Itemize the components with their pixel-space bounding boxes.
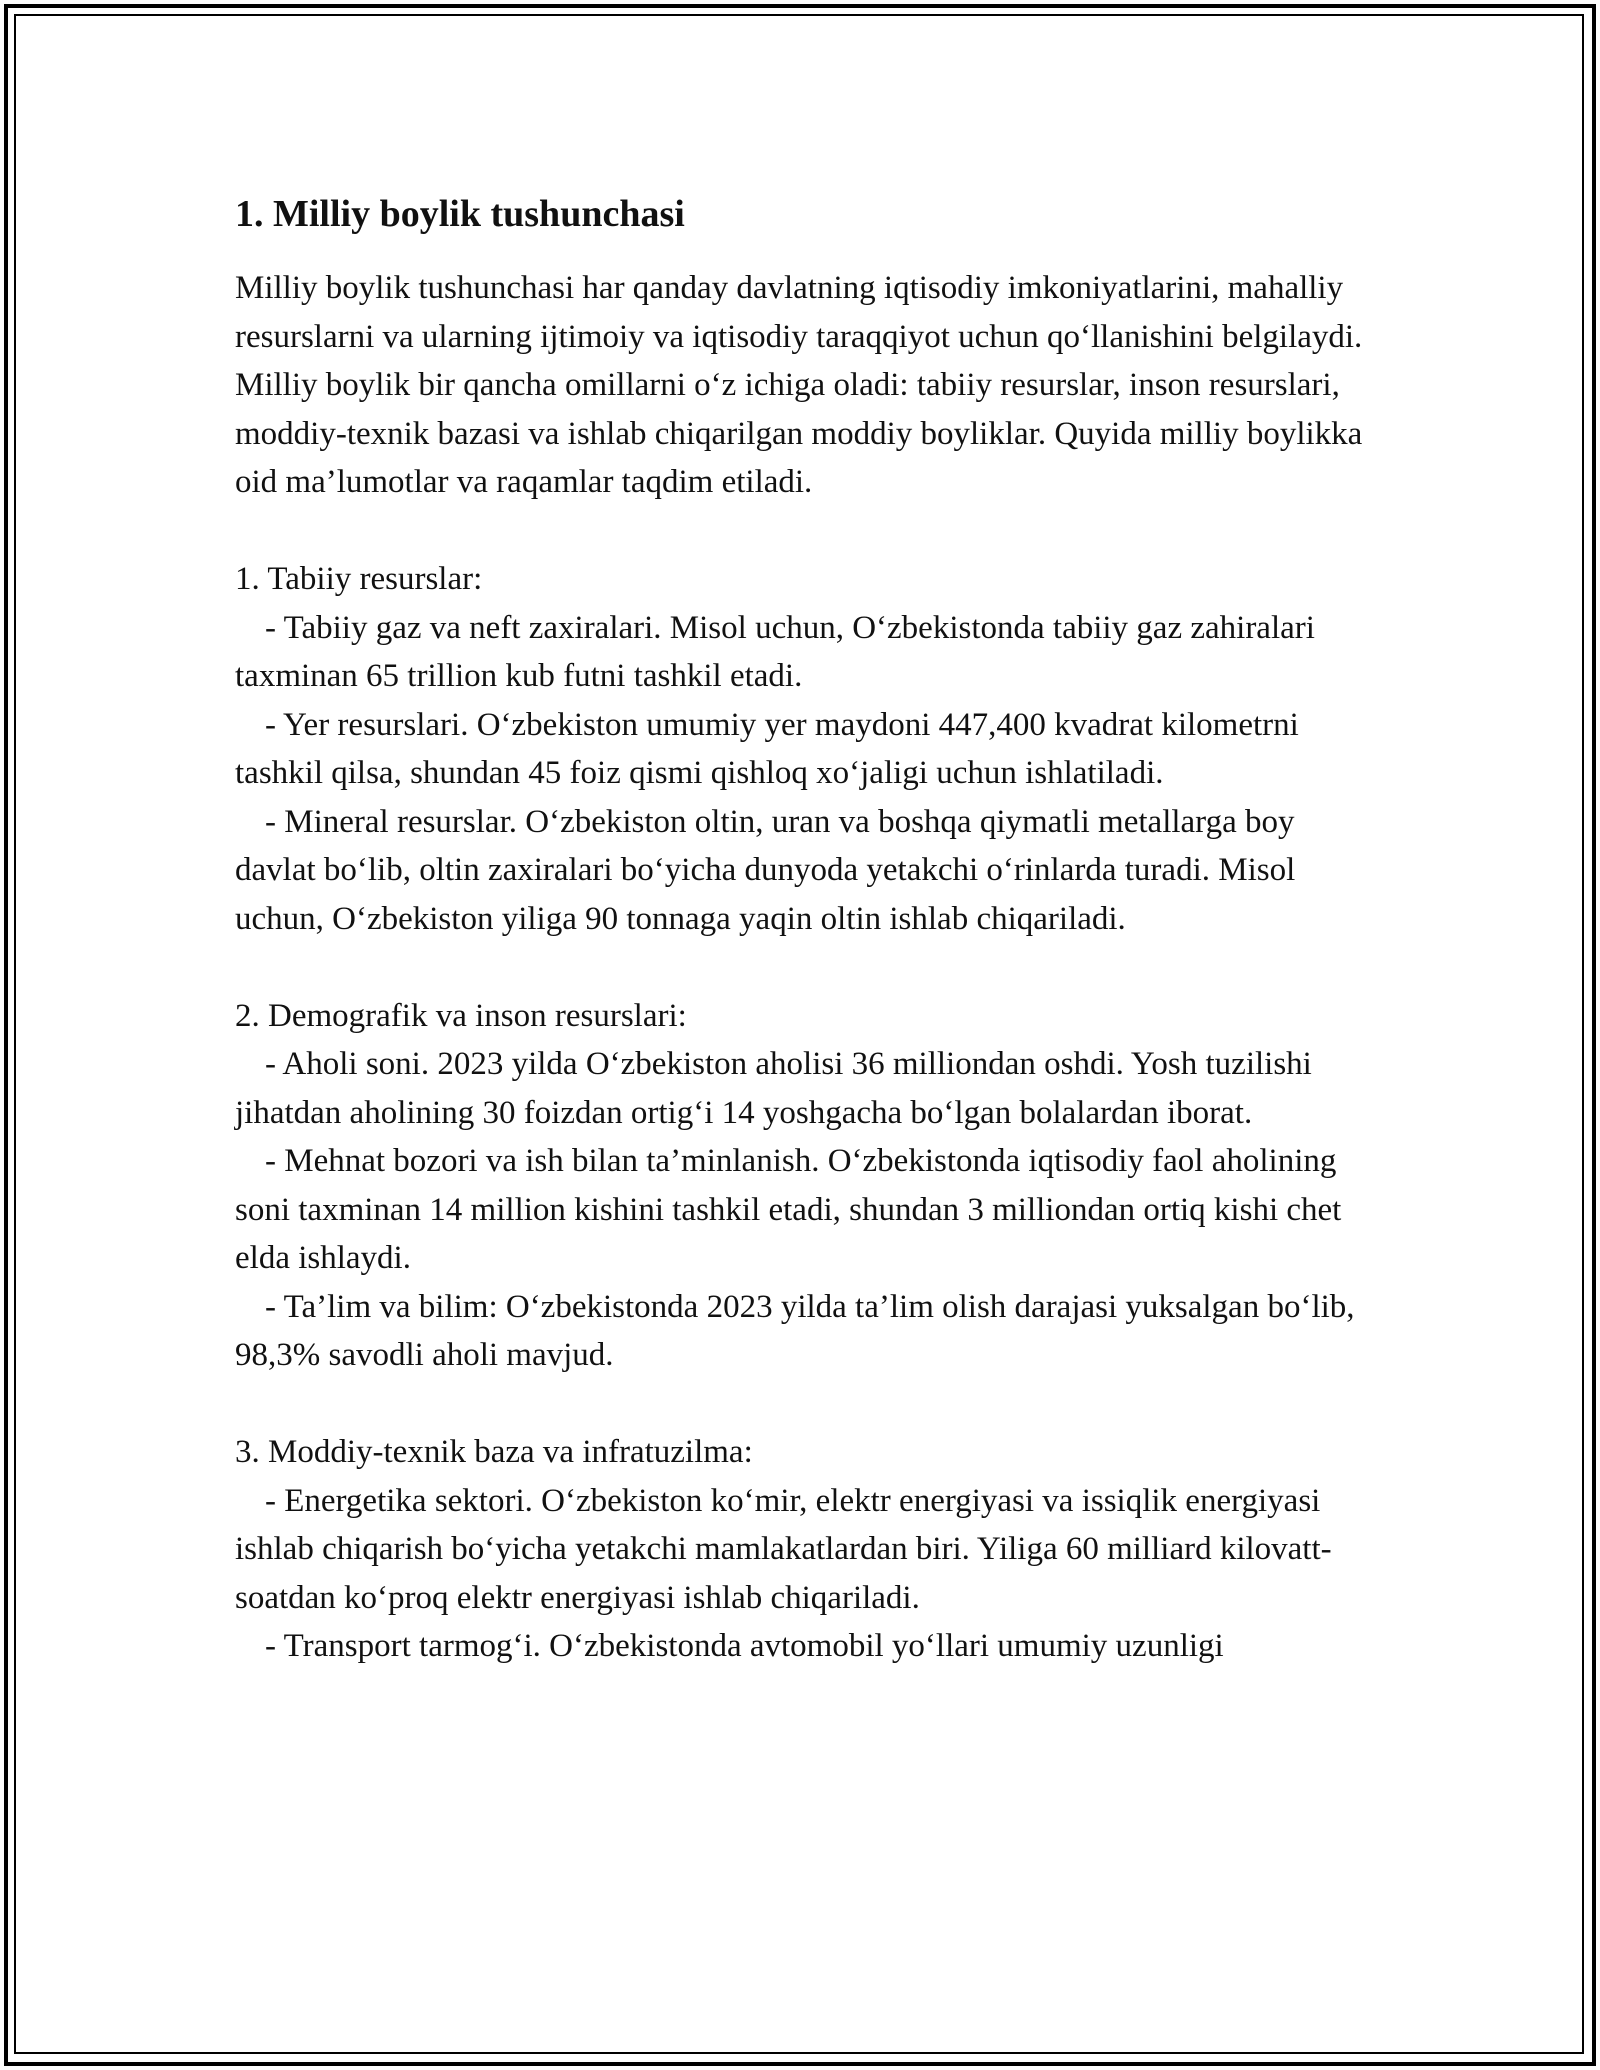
intro-paragraph: Milliy boylik tushunchasi har qanday davlatning iqtisodiy imkoniyatlarini, mahalliy resurslarni va ularning ijtimoiy va iqtisodiy taraqqiyot uchun qo‘llanishini belgilaydi. Milliy boylik bir qancha omillarni o‘z ichiga oladi: tabiiy resurslar, inson resurslari, moddiy-texnik bazasi va ishlab chiqarilgan moddiy boyliklar. Quyida milliy boylikka oid ma’lumotlar va raqamlar taqdim etiladi. [235,270,1363,500]
list-item: - Ta’lim va bilim: O‘zbekistonda 2023 yilda ta’lim olish darajasi yuksalgan bo‘lib, 98,3% savodli aholi mavjud. [235,1288,1355,1373]
document-body [235,188,1375,1671]
list-item: - Tabiiy gaz va neft zaxiralari. Misol uchun, O‘zbekistonda tabiiy gaz zahiralari taxminan 65 trillion kub futni tashkil etadi. [235,609,1315,694]
section-heading: 1. Tabiiy resurslar: [235,561,483,597]
section-natural-resources [235,555,1375,943]
list-item: - Energetika sektori. O‘zbekiston ko‘mir, elektr energiyasi va issiqlik energiyasi ishlab chiqarish bo‘yicha yetakchi mamlakatlardan biri. Yiliga 60 milliard kilovatt-soatdan ko‘proq elektr energiyasi ishlab chiqariladi. [235,1482,1332,1616]
document-title: 1. Milliy boylik tushunchasi [235,193,685,235]
spacer [235,507,1375,556]
spacer [235,943,1375,992]
list-item: - Aholi soni. 2023 yilda O‘zbekiston aholisi 36 milliondan oshdi. Yosh tuzilishi jihatdan aholining 30 foizdan ortig‘i 14 yoshgacha bo‘lgan bolalardan iborat. [235,1046,1312,1131]
list-item: - Transport tarmog‘i. O‘zbekistonda avtomobil yo‘llari umumiy uzunligi [265,1628,1224,1664]
spacer [235,1380,1375,1429]
list-item: - Yer resurslari. O‘zbekiston umumiy yer maydoni 447,400 kvadrat kilometrni tashkil qilsa, shundan 45 foiz qismi qishloq xo‘jaligi uchun ishlatiladi. [235,706,1299,791]
list-item: - Mineral resurslar. O‘zbekiston oltin, uran va boshqa qiymatli metallarga boy davlat bo‘lib, oltin zaxiralari bo‘yicha dunyoda yetakchi o‘rinlarda turadi. Misol uchun, O‘zbekiston yiliga 90 tonnaga yaqin oltin ishlab chiqariladi. [235,803,1296,937]
list-item: - Mehnat bozori va ish bilan ta’minlanish. O‘zbekistonda iqtisodiy faol aholining soni taxminan 14 million kishini tashkil etadi, shundan 3 milliondan ortiq kishi chet elda ishlaydi. [235,1143,1342,1276]
section-heading: 2. Demografik va inson resurslari: [235,997,687,1034]
section-heading: 3. Moddiy-texnik baza va infratuzilma: [235,1434,753,1470]
section-demographic-resources [235,992,1375,1380]
section-infrastructure [235,1428,1375,1671]
